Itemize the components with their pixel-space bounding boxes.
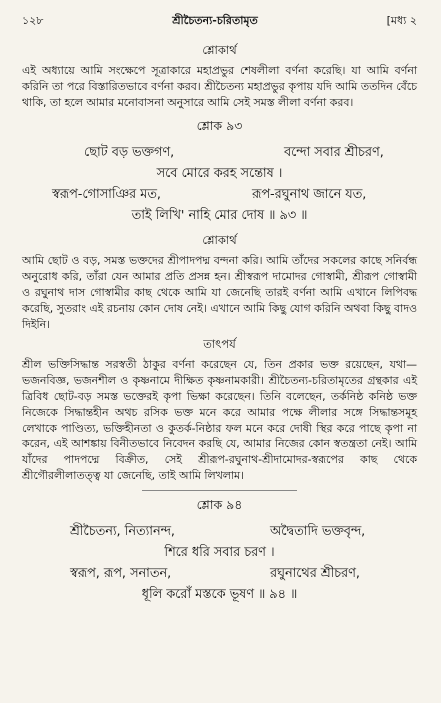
- page-number: ১২৮: [22, 14, 44, 27]
- translation-paragraph: আমি ছোট ও বড়, সমস্ত ভক্তদের শ্রীপাদপদ্ম বন্দনা করি। আমি তাঁদের সকলের কাছে সনির্বন্ধ অনুরোধ করি, তাঁরা যেন আমার প্রতি প্রসন্ন হন। শ্রীস্বরূপ দামোদর গোস্বামী, শ্রীরূপ গোস্বামী ও রঘুনাথ দাস গোস্বামীর কাছ থেকে আমি যা জেনেছি তারই বর্ণনা আমি এখানে লিপিবদ্ধ করেছি, সুতরাং এই রচনায় কোন দোষ নেই। এখানে আমি কিছু যোগ করিনি অথবা কিছু বাদও দিইনি।: [22, 254, 417, 331]
- section-marker: [মধ্য ২: [386, 14, 417, 27]
- verse-line: তাই লিখি' নাহি মোর দোষ ॥ ৯৩ ॥: [131, 208, 308, 224]
- verse-93-label: শ্লোক ৯৩: [196, 118, 243, 134]
- verse-line: ছোট বড় ভক্তগণ, বন্দো সবার শ্রীচরণ,: [84, 145, 384, 161]
- page-header: [22, 12, 417, 32]
- section-divider: [142, 490, 297, 491]
- purport-heading: তাৎপর্য: [203, 337, 236, 352]
- purport-paragraph: শ্রীল ভক্তিসিদ্ধান্ত সরস্বতী ঠাকুর বর্ণনা করেছেন যে, তিন প্রকার ভক্ত রয়েছেন, যথা—ভজনবিজ্ঞ, ভজনশীল ও কৃষ্ণনামে দীক্ষিত কৃষ্ণনামকারী। শ্রীচৈতন্য-চরিতামৃতের গ্রন্থকার এই ত্রিবিধ ছোট-বড় সমস্ত ভক্তেরই কৃপা ভিক্ষা করেছেন। তিনি বলেছেন, তর্কনিষ্ঠ কনিষ্ঠ ভক্ত নিজেকে সিদ্ধান্তহীন অথচ রসিক ভক্ত মনে করে আমার পক্ষে লীলার সঙ্গে সিদ্ধান্তসমূহ লেখাকে পাণ্ডিত্য, ভক্তিহীনতা ও কুতর্ক-নিষ্ঠার ফল মনে করে দোষী স্থির করে পাছে কৃপা না করেন, এই আশঙ্কায় বিনীতভাবে নিবেদন করছি যে, আমার নিজের কোন স্বতন্ত্রতা নেই। আমি যাঁদের পাদপদ্মে বিক্রীত, সেই শ্রীরূপ-রঘুনাথ-শ্রীদামোদর-স্বরূপের কাছ থেকে শ্রীগৌরলীলাতত্ত্ব যা জেনেছি, তাই আমি লিখলাম।: [22, 358, 417, 482]
- verse-line: শ্রীচৈতন্য, নিত্যানন্দ, অদ্বৈতাদি ভক্তবৃন্দ,: [70, 523, 366, 539]
- running-title: শ্রীচৈতন্য-চরিতামৃত: [172, 14, 258, 27]
- verse-93-text: [22, 142, 417, 226]
- verse-94-label: শ্লোক ৯৪: [196, 496, 243, 512]
- intro-paragraph: এই অধ্যায়ে আমি সংক্ষেপে সূত্রাকারে মহাপ্রভুর শেষলীলা বর্ণনা করেছি। যা আমি বর্ণনা করিনি তা পরে বিস্তারিতভাবে বর্ণনা করব। শ্রীচৈতন্য মহাপ্রভুর কৃপায় যদি আমি ততদিন বেঁচে থাকি, তা হলে আমার মনোবাসনা অনুসারে আমি সেই সমস্ত লীলা বর্ণনা করব।: [22, 64, 417, 109]
- intro-heading: শ্লোকার্থ: [202, 43, 237, 57]
- verse-line: ধূলি করোঁ মস্তকে ভূষণ ॥ ৯৪ ॥: [141, 586, 298, 602]
- translation-heading: শ্লোকার্থ: [202, 233, 237, 248]
- verse-line: স্বরূপ, রূপ, সনাতন, রঘুনাথের শ্রীচরণ,: [70, 565, 360, 581]
- verse-line: সবে মোরে করহ সন্তোষ ।: [156, 166, 283, 182]
- verse-line: স্বরূপ-গোসাঞির মত, রূপ-রঘুনাথ জানে যত,: [52, 187, 367, 203]
- verse-94-text: [22, 521, 417, 605]
- verse-line: শিরে ধরি সবার চরণ ।: [164, 544, 275, 560]
